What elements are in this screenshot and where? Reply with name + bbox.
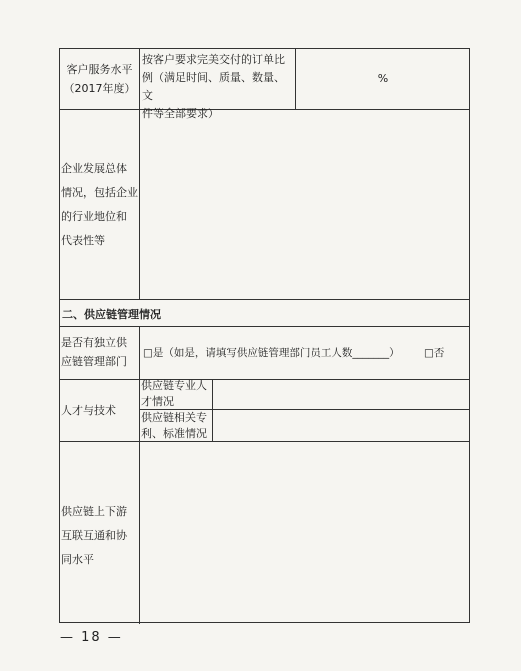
patent-standard-line2: 利、标准情况 xyxy=(141,427,207,440)
customer-service-percent-field[interactable] xyxy=(296,69,470,88)
no-option-checkbox[interactable]: □否 xyxy=(424,347,445,359)
customer-service-label xyxy=(60,60,139,98)
customer-service-label-line2: （2017年度） xyxy=(63,82,136,95)
section-2-title: 二、供应链管理情况 xyxy=(62,308,161,321)
yes-option-checkbox[interactable]: □是（如是，请填写供应链管理部门员工人数_______） xyxy=(143,347,400,359)
talent-technology-label: 人才与技术 xyxy=(61,404,116,417)
enterprise-label-line3: 的行业地位和 xyxy=(61,210,127,223)
row-divider-2 xyxy=(60,299,470,300)
talent-situation-line2: 才情况 xyxy=(141,395,174,408)
enterprise-label-line1: 企业发展总体 xyxy=(61,162,127,175)
enterprise-label-line4: 代表性等 xyxy=(61,234,105,247)
independent-dept-label xyxy=(61,333,139,371)
enterprise-label-line2: 情况，包括企业 xyxy=(61,186,138,199)
patent-standard-line1: 供应链相关专 xyxy=(141,411,207,424)
percent-sign: % xyxy=(377,72,389,85)
independent-dept-label-line1: 是否有独立供 xyxy=(61,336,127,349)
enterprise-development-field[interactable] xyxy=(140,110,470,299)
talent-situation-field[interactable] xyxy=(213,380,470,409)
enterprise-development-label xyxy=(61,157,139,253)
customer-service-desc-line1: 按客户要求完美交付的订单比 xyxy=(142,53,285,66)
supply-chain-interconnection-label xyxy=(61,500,139,572)
patent-standard-label xyxy=(141,410,212,442)
customer-service-desc-line2: 例（满足时间、质量、数量、文 xyxy=(142,71,285,102)
talent-situation-line1: 供应链专业人 xyxy=(141,379,207,392)
page-number: — 18 — xyxy=(60,630,123,645)
supply-chain-interconnection-field[interactable] xyxy=(140,442,470,623)
independent-dept-label-line2: 应链管理部门 xyxy=(61,355,127,368)
interconnection-label-line3: 同水平 xyxy=(61,553,94,566)
patent-standard-field[interactable] xyxy=(213,410,470,441)
talent-situation-label xyxy=(141,378,212,410)
row-divider-3 xyxy=(60,326,470,327)
customer-service-label-line1: 客户服务水平 xyxy=(66,63,133,76)
application-form-table xyxy=(59,48,470,623)
customer-service-desc-line3: 件等全部要求） xyxy=(142,107,219,120)
interconnection-label-line2: 互联互通和协 xyxy=(61,529,127,542)
interconnection-label-line1: 供应链上下游 xyxy=(61,505,127,518)
